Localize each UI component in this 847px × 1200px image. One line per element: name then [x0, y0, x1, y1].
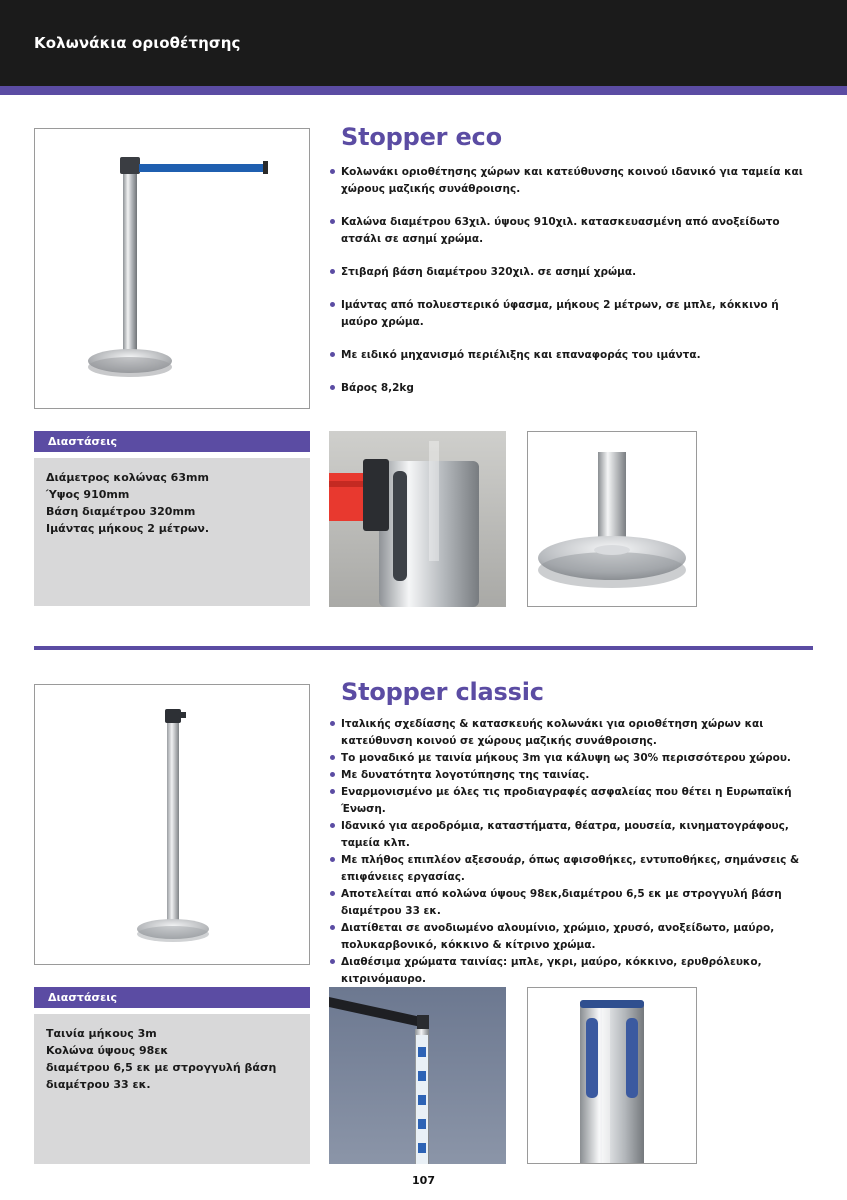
feature-item: Ιμάντας από πολυεστερικό ύφασμα, μήκους 2 μέτρων, σε μπλε, κόκκινο ή μαύρο χρώμα. — [329, 297, 809, 331]
feature-item: Καλώνα διαμέτρου 63χιλ. ύψους 910χιλ. κατασκευασμένη από ανοξείδωτο ατσάλι σε ασημί χρώμα. — [329, 214, 809, 248]
dimensions-panel — [34, 458, 310, 606]
stopper-eco-main-photo — [34, 128, 310, 409]
product-features-list — [329, 716, 809, 988]
feature-item: Διαθέσιμα χρώματα ταινίας: μπλε, γκρι, μαύρο, κόκκινο, ερυθρόλευκο, κιτρινόμαυρο. — [329, 954, 809, 988]
section-title: Κολωνάκια οριοθέτησης — [34, 34, 241, 52]
feature-item: Βάρος 8,2kg — [329, 380, 809, 397]
dimensions-panel — [34, 1014, 310, 1164]
stopper-eco-detail-photo-head — [329, 431, 506, 607]
logo-belt-closeup — [329, 987, 506, 1164]
feature-item: Εναρμονισμένο με όλες τις προδιαγραφές ασφαλείας που θέτει η Ευρωπαϊκή Ένωση. — [329, 784, 809, 818]
feature-item: Το μοναδικό με ταινία μήκους 3m για κάλυψη ως 30% περισσότερου χώρου. — [329, 750, 809, 767]
dimensions-header: Διαστάσεις — [34, 987, 310, 1008]
stopper-eco-detail-photo-base — [527, 431, 697, 607]
feature-item: Ιταλικής σχεδίασης & κατασκευής κολωνάκι για οριοθέτηση χώρων και κατεύθυνση κοινού σε χώρους μαζικής συνάθροισης. — [329, 716, 809, 750]
stopper-classic-main-photo — [34, 684, 310, 965]
page-header — [0, 0, 847, 86]
dimension-line: Ύψος 910mm — [46, 488, 130, 501]
stopper-classic-illustration — [35, 685, 309, 964]
dimension-line: Κολώνα ύψους 98εκ — [46, 1044, 169, 1057]
head-closeup — [528, 988, 696, 1163]
section-divider — [34, 646, 813, 650]
dimension-line: διαμέτρου 6,5 εκ με στρογγυλή βάση — [46, 1061, 277, 1074]
dimension-line: διαμέτρου 33 εκ. — [46, 1078, 151, 1091]
base-closeup — [528, 432, 696, 606]
dimensions-header: Διαστάσεις — [34, 431, 310, 452]
feature-item: Με ειδικό μηχανισμό περιέλιξης και επαναφοράς του ιμάντα. — [329, 347, 809, 364]
feature-item: Διατίθεται σε ανοδιωμένο αλουμίνιο, χρώμιο, χρυσό, ανοξείδωτο, μαύρο, πολυκαρβονικό, κόκκινο & κίτρινο χρώμα. — [329, 920, 809, 954]
dimension-line: Διάμετρος κολώνας 63mm — [46, 471, 209, 484]
product-title: Stopper eco — [341, 123, 502, 151]
dimension-line: Βάση διαμέτρου 320mm — [46, 505, 196, 518]
stopper-classic-detail-photo-head — [527, 987, 697, 1164]
header-accent-stripe — [0, 86, 847, 95]
feature-item: Με πλήθος επιπλέον αξεσουάρ, όπως αφισοθήκες, εντυποθήκες, σημάνσεις & επιφάνειες εργασίας. — [329, 852, 809, 886]
page-number: 107 — [412, 1174, 435, 1187]
feature-item: Κολωνάκι οριοθέτησης χώρων και κατεύθυνσης κοινού ιδανικό για ταμεία και χώρους μαζικής συνάθροισης. — [329, 164, 809, 198]
feature-item: Αποτελείται από κολώνα ύψους 98εκ,διαμέτρου 6,5 εκ με στρογγυλή βάση διαμέτρου 33 εκ. — [329, 886, 809, 920]
dimension-line: Ταινία μήκους 3m — [46, 1027, 157, 1040]
feature-item: Στιβαρή βάση διαμέτρου 320χιλ. σε ασημί χρώμα. — [329, 264, 809, 281]
stopper-classic-detail-photo-belt — [329, 987, 506, 1164]
feature-item: Με δυνατότητα λογοτύπησης της ταινίας. — [329, 767, 809, 784]
stopper-eco-illustration — [35, 129, 309, 408]
feature-item: Ιδανικό για αεροδρόμια, καταστήματα, θέατρα, μουσεία, κινηματογράφους, ταμεία κλπ. — [329, 818, 809, 852]
product-features-list — [329, 164, 809, 413]
belt-cassette-closeup — [329, 431, 506, 607]
product-title: Stopper classic — [341, 678, 544, 706]
dimension-line: Ιμάντας μήκους 2 μέτρων. — [46, 522, 210, 535]
